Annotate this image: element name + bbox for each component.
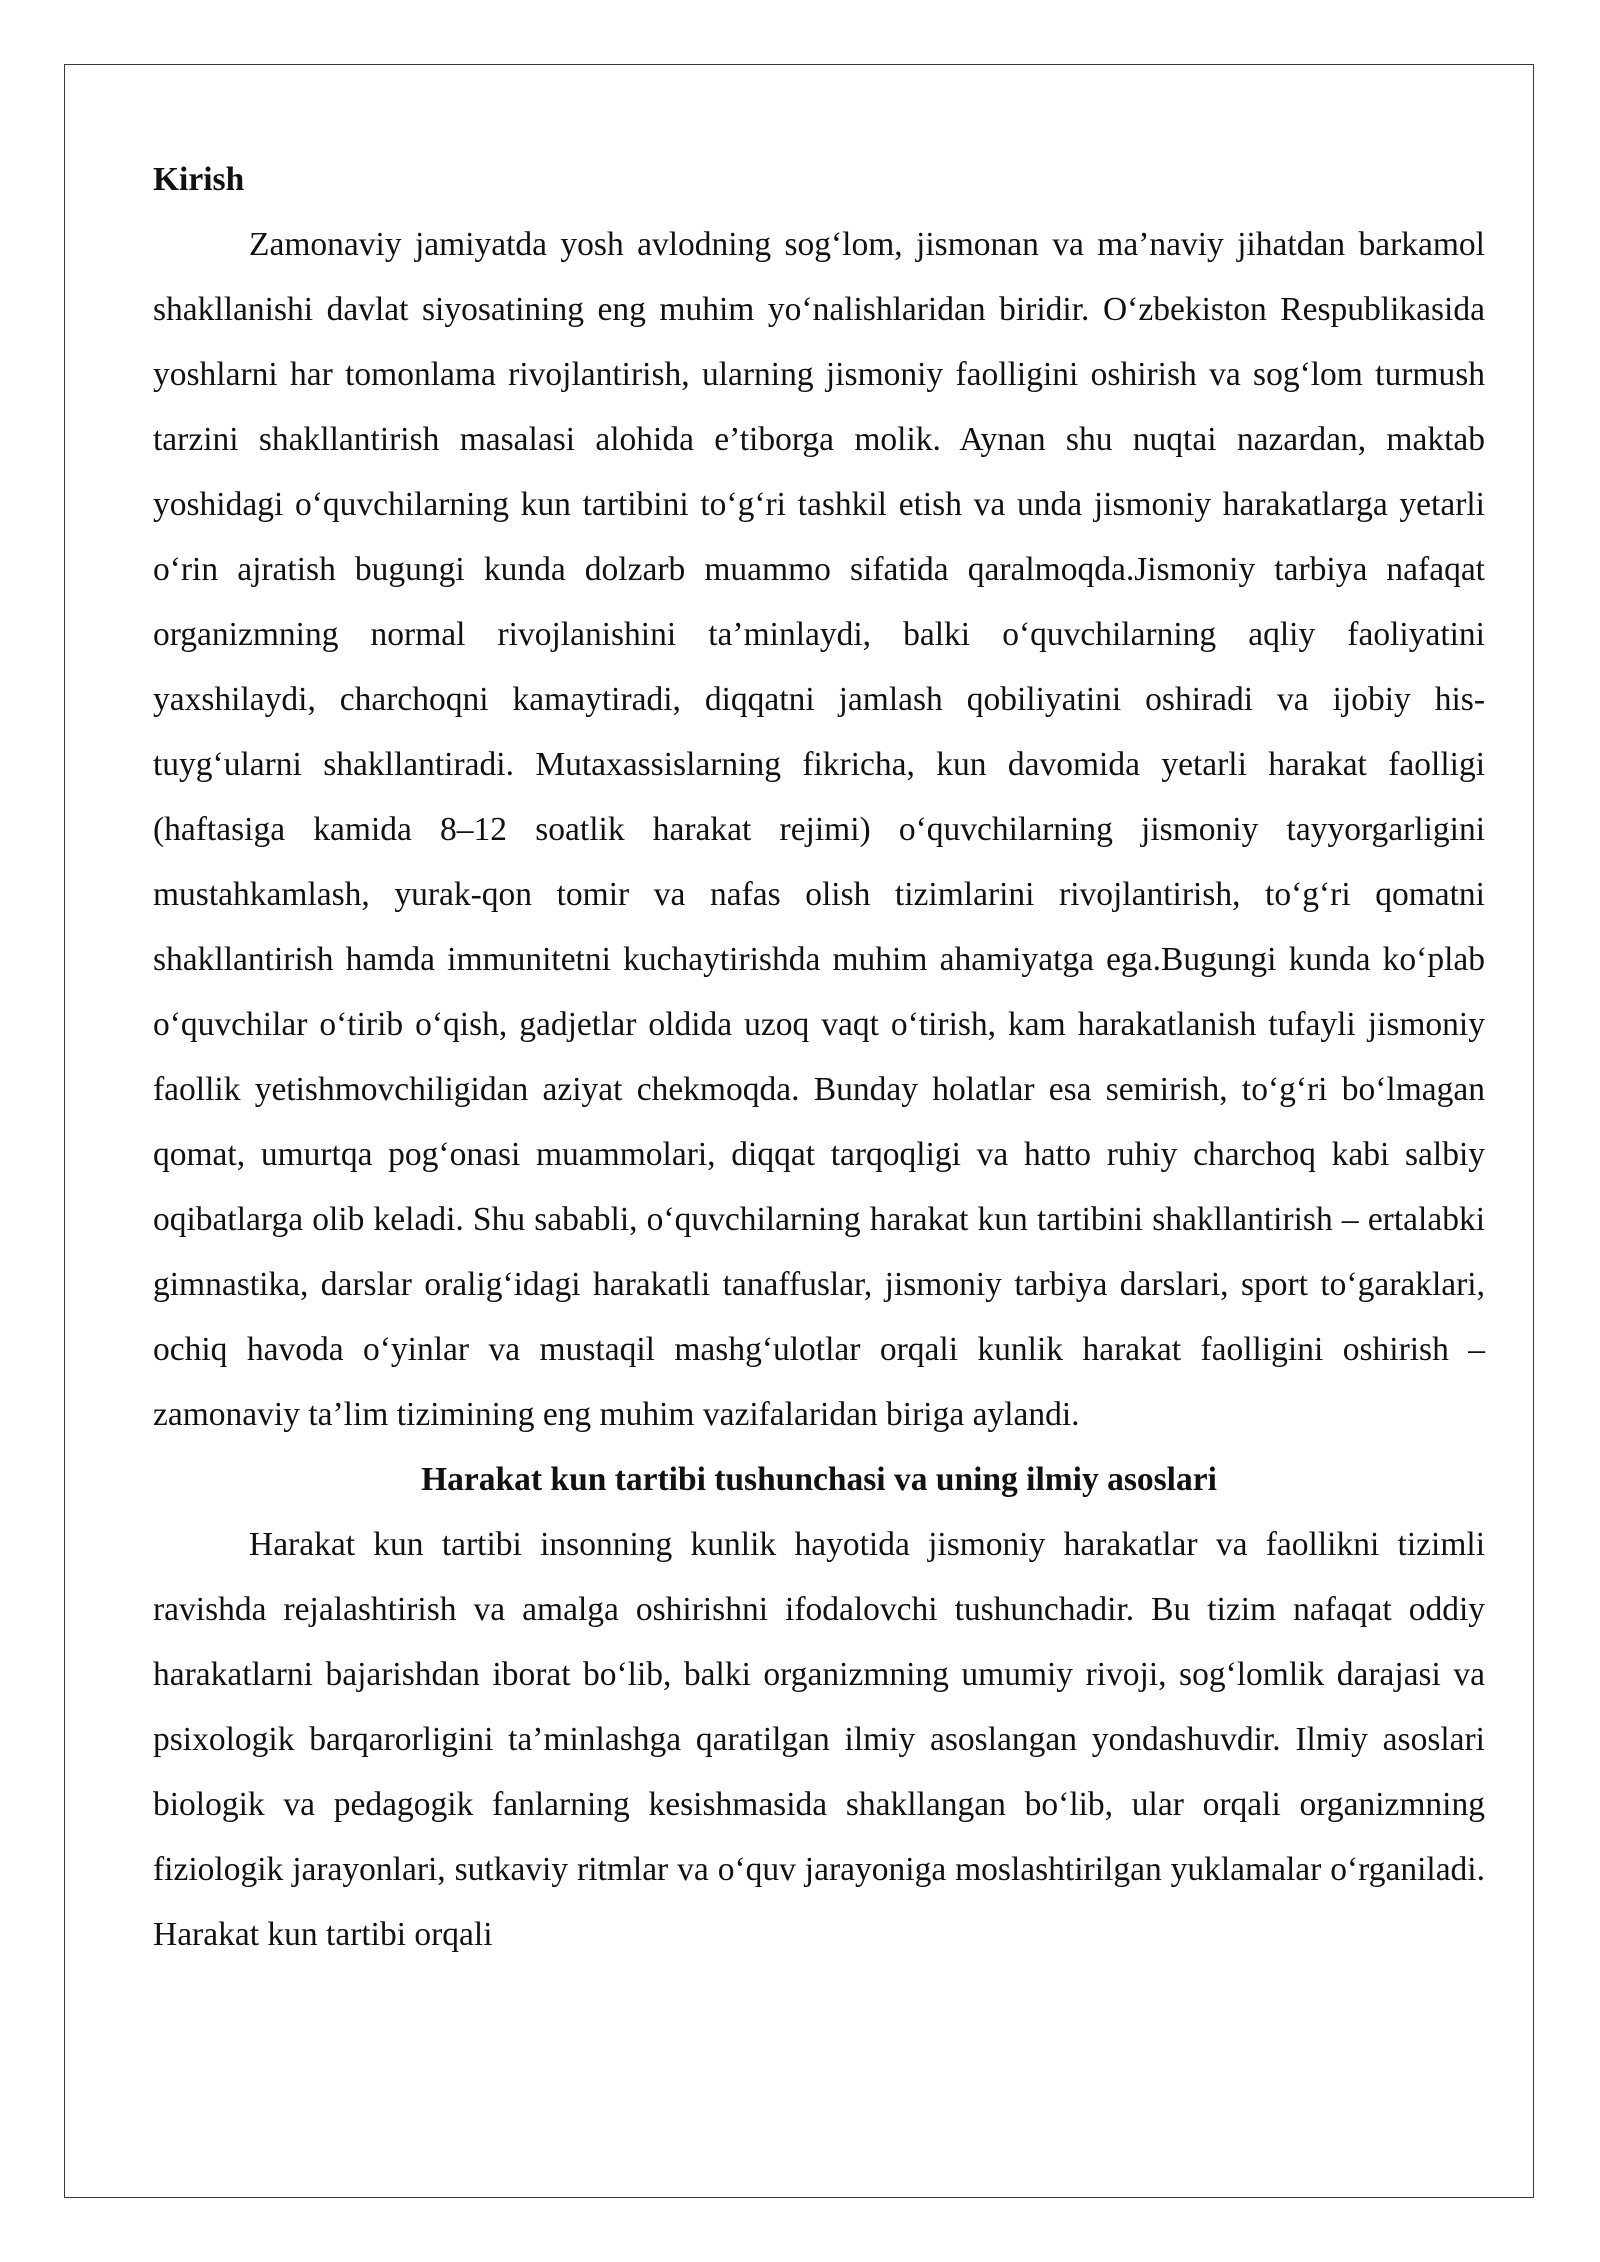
intro-paragraph: Zamonaviy jamiyatda yosh avlodning sog‘lom, jismonan va ma’naviy jihatdan barkamol shakllanishi davlat siyosatining eng muhim yo‘nalishlaridan biridir. O‘zbekiston Respublikasida yoshlarni har tomonlama rivojlantirish, ularning jismoniy faolligini oshirish va sog‘lom turmush tarzini shakllantirish masalasi alohida e’tiborga molik. Aynan shu nuqtai nazardan, maktab yoshidagi o‘quvchilarning kun tartibini to‘g‘ri tashkil etish va unda jismoniy harakatlarga yetarli o‘rin ajratish bugungi kunda dolzarb muammo sifatida qaralmoqda.Jismoniy tarbiya nafaqat organizmning normal rivojlanishini ta’minlaydi, balki o‘quvchilarning aqliy faoliyatini yaxshilaydi, charchoqni kamaytiradi, diqqatni jamlash qobiliyatini oshiradi va ijobiy his-tuyg‘ularni shakllantiradi. Mutaxassislarning fikricha, kun davomida yetarli harakat faolligi (haftasiga kamida 8–12 soatlik harakat rejimi) o‘quvchilarning jismoniy tayyorgarligini mustahkamlash, yurak-qon tomir va nafas olish tizimlarini rivojlantirish, to‘g‘ri qomatni shakllantirish hamda immunitetni kuchaytirishda muhim ahamiyatga ega.Bugungi kunda ko‘plab o‘quvchilar o‘tirib o‘qish, gadjetlar oldida uzoq vaqt o‘tirish, kam harakatlanish tufayli jismoniy faollik yetishmovchiligidan aziyat chekmoqda. Bunday holatlar esa semirish, to‘g‘ri bo‘lmagan qomat, umurtqa pog‘onasi muammolari, diqqat tarqoqligi va hatto ruhiy charchoq kabi salbiy oqibatlarga olib keladi. Shu sababli, o‘quvchilarning harakat kun tartibini shakllantirish – ertalabki gimnastika, darslar oralig‘idagi harakatli tanaffuslar, jismoniy tarbiya darslari, sport to‘garaklari, ochiq havoda o‘yinlar va mustaqil mashg‘ulotlar orqali kunlik harakat faolligini oshirish – zamonaviy ta’lim tizimining eng muhim vazifalaridan biriga aylandi. bbox=[153, 226, 1485, 1433]
section-paragraph: Harakat kun tartibi insonning kunlik hayotida jismoniy harakatlar va faollikni tizimli ravishda rejalashtirish va amalga oshirishni ifodalovchi tushunchadir. Bu tizim nafaqat oddiy harakatlarni bajarishdan iborat bo‘lib, balki organizmning umumiy rivoji, sog‘lomlik darajasi va psixologik barqarorligini ta’minlashga qaratilgan ilmiy asoslangan yondashuvdir. Ilmiy asoslari biologik va pedagogik fanlarning kesishmasida shakllangan bo‘lib, ular orqali organizmning fiziologik jarayonlari, sutkaviy ritmlar va o‘quv jarayoniga moslashtirilgan yuklamalar o‘rganiladi. Harakat kun tartibi orqali bbox=[153, 1526, 1485, 1953]
intro-heading: Kirish bbox=[153, 161, 245, 198]
document-body bbox=[153, 147, 1485, 1967]
section-title: Harakat kun tartibi tushunchasi va uning ilmiy asoslari bbox=[421, 1461, 1217, 1498]
